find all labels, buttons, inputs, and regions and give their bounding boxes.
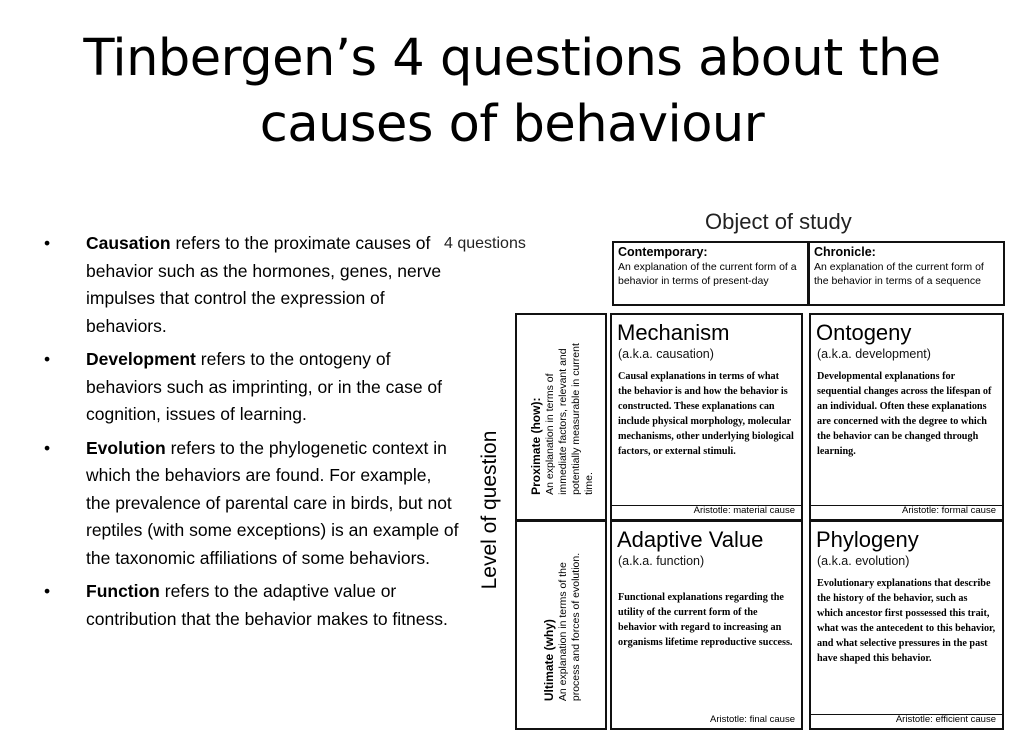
bullet-term: Causation [86, 233, 171, 253]
bullet-causation: • Causation refers to the proximate causes of behavior such as the hormones, genes, nerve impulses that control the expression of behaviors. [44, 233, 442, 336]
bullet-list [40, 230, 460, 639]
mechanism-aristotle: Aristotle: material cause [693, 505, 795, 516]
ultimate-desc-1: An explanation in terms of the [557, 562, 569, 702]
bullet-text: refers to the adaptive value or contribution that the behavior makes to fitness. [86, 581, 448, 629]
ontogeny-cell [809, 313, 1004, 521]
proximate-desc-4: time. [583, 472, 595, 495]
proximate-text [530, 343, 596, 495]
slide-title [40, 26, 984, 158]
adaptive-aristotle: Aristotle: final cause [709, 714, 795, 725]
ultimate-row-label [515, 520, 607, 730]
phylogeny-cell [809, 520, 1004, 730]
mechanism-name: Mechanism [617, 320, 730, 345]
title-line-1: Tinbergen’s 4 questions about the [83, 29, 941, 88]
phylogeny-text: Evolutionary explanations that describe the history of the behavior, such as which ancestor first possessed this trait, what was the antecedent to this behavior, and what selective pressures in the past have shaped this behavior. [817, 578, 996, 664]
tinbergen-figure [440, 205, 1018, 735]
ultimate-title: Ultimate (why) [542, 619, 556, 702]
chronicle-title: Chronicle: [814, 245, 876, 259]
bullet-text: refers to the proximate causes of behavior such as the hormones, genes, nerve impulses that control the expression of behaviors. [86, 233, 442, 336]
contemporary-header [612, 241, 809, 306]
proximate-desc-1: An explanation in terms of [544, 373, 556, 495]
ontogeny-aristotle: Aristotle: formal cause [902, 505, 996, 516]
title-line-2: causes of behaviour [259, 95, 765, 154]
chronicle-header [808, 241, 1005, 306]
adaptive-aka: (a.k.a. function) [618, 554, 705, 568]
proximate-desc-2: immediate factors, relevant and [557, 348, 569, 495]
mechanism-text: Causal explanations in terms of what the behavior is and how the behavior is constructed. These explanations can include physical morphology, molecular mechanisms, other underlying biological factors, or external stimuli. [618, 371, 794, 457]
bullet-function: • Function refers to the adaptive value or contribution that the behavior makes to fitness. [44, 581, 448, 629]
bullet-text: refers to the ontogeny of behaviors such as imprinting, or in the case of cognition, issues of learning. [86, 349, 443, 424]
adaptive-text: Functional explanations regarding the utility of the current form of the behavior with regard to increasing an organisms lifetime reproductive success. [618, 592, 793, 648]
proximate-desc-3: potentially measurable in current [570, 343, 582, 495]
mechanism-cell [610, 313, 803, 521]
bullet-term: Function [86, 581, 160, 601]
ontogeny-name: Ontogeny [816, 320, 912, 345]
bullet-term: Evolution [86, 437, 166, 458]
ontogeny-aka: (a.k.a. development) [817, 347, 931, 361]
phylogeny-aka: (a.k.a. evolution) [817, 554, 910, 568]
ultimate-desc-2: process and forces of evolution. [570, 552, 582, 702]
bullet-development: • Development refers to the ontogeny of behaviors such as imprinting, or in the case of cognition, issues of learning. [44, 349, 443, 424]
object-of-study-label: Object of study [705, 209, 852, 234]
adaptive-value-cell [610, 520, 803, 730]
contemporary-title: Contemporary: [618, 245, 708, 259]
proximate-row-label [515, 313, 607, 521]
bullet-text: refers to the phylogenetic context in which the behaviors are found. For example, the prevalence of parental care in birds, but not reptiles (with some exceptions) is an example of the taxonomic affiliations of some behaviors. [86, 437, 459, 568]
proximate-title: Proximate (how): [529, 397, 543, 495]
contemporary-desc: An explanation of the current form of a behavior in terms of present-day [618, 261, 797, 287]
chronicle-desc: An explanation of the current form of the behavior in terms of a sequence [814, 261, 984, 287]
phylogeny-aristotle: Aristotle: efficient cause [895, 714, 996, 725]
bullet-term: Development [86, 349, 196, 369]
four-questions-label: 4 questions [444, 235, 526, 252]
level-of-question-label: Level of question [478, 430, 501, 590]
ontogeny-text: Developmental explanations for sequential changes across the lifespan of an individual. Often these explanations are concerned with the degree to which the behavior can be changed through learning. [817, 371, 992, 457]
phylogeny-name: Phylogeny [816, 527, 919, 552]
mechanism-aka: (a.k.a. causation) [618, 347, 714, 361]
bullet-evolution: • Evolution refers to the phylogenetic context in which the behaviors are found. For example, the prevalence of parental care in birds, but not reptiles (with some exceptions) is an example of the taxonomic affiliations of some behaviors. [44, 437, 459, 568]
adaptive-name: Adaptive Value [617, 527, 764, 552]
ultimate-text [543, 553, 583, 701]
